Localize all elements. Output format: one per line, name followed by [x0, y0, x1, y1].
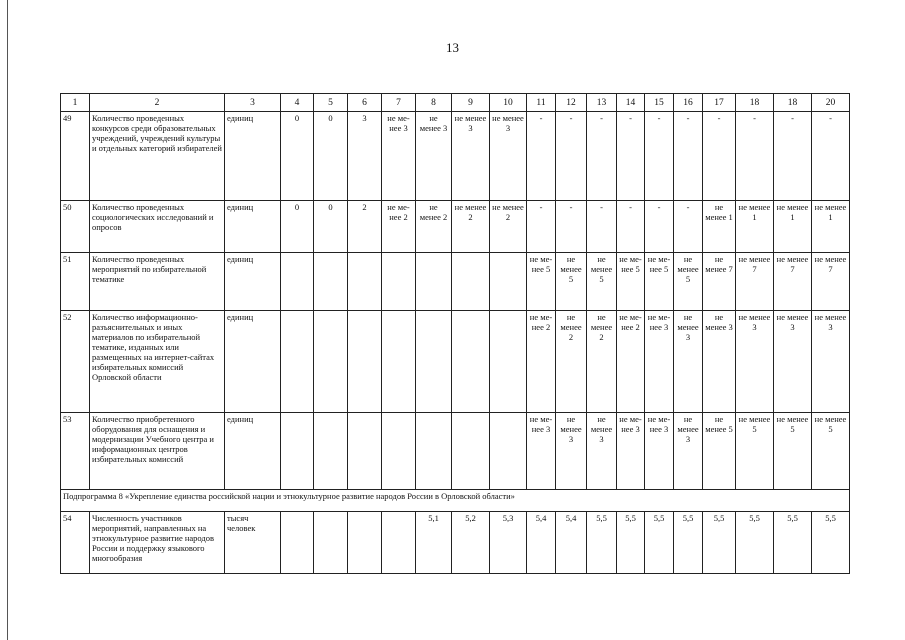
value-cell [348, 311, 382, 413]
indicator-name: Количество информационно-разъяснительных и иных материалов по избирательной тематике, изданных или размещенных на интернет-сайтах избирательных комиссий Орловской области [90, 311, 225, 413]
row-number: 54 [61, 512, 90, 574]
value-cell: не менее 5 [703, 413, 736, 490]
table-row [61, 253, 850, 311]
header-cell: 5 [314, 94, 348, 112]
table-row [61, 413, 850, 490]
value-cell: не менее 1 [812, 201, 850, 253]
value-cell: не менее 3 [812, 311, 850, 413]
value-cell: 5,5 [645, 512, 674, 574]
header-cell: 16 [674, 94, 703, 112]
value-cell: - [556, 201, 587, 253]
value-cell: не менее 3 [674, 311, 703, 413]
value-cell: 5,5 [587, 512, 617, 574]
table-row [61, 512, 850, 574]
value-cell: 5,3 [490, 512, 527, 574]
header-cell: 9 [452, 94, 490, 112]
header-cell: 17 [703, 94, 736, 112]
value-cell: не менее 7 [703, 253, 736, 311]
value-cell: не менее 3 [416, 112, 452, 201]
unit-cell: тысяч человек [225, 512, 281, 574]
header-cell: 7 [382, 94, 416, 112]
value-cell [314, 413, 348, 490]
value-cell: не менее 3 [452, 112, 490, 201]
value-cell: не менее 2 [587, 311, 617, 413]
value-cell: не менее 5 [674, 253, 703, 311]
subprogram-title: Подпрограмма 8 «Укрепление единства российской нации и этнокультурное развитие народов России в Орловской области» [61, 490, 850, 512]
value-cell: не менее 2 [416, 201, 452, 253]
value-cell: не ме-нее 3 [645, 413, 674, 490]
value-cell: - [527, 112, 556, 201]
value-cell [281, 253, 314, 311]
value-cell: 0 [281, 112, 314, 201]
value-cell [382, 512, 416, 574]
value-cell: - [645, 201, 674, 253]
value-cell: не менее 2 [556, 311, 587, 413]
indicator-name: Количество проведенных социологических исследований и опросов [90, 201, 225, 253]
value-cell: 5,2 [452, 512, 490, 574]
value-cell: не менее 3 [490, 112, 527, 201]
header-cell: 6 [348, 94, 382, 112]
value-cell: - [674, 201, 703, 253]
unit-cell: единиц [225, 201, 281, 253]
value-cell [452, 253, 490, 311]
value-cell: не ме-нее 2 [382, 201, 416, 253]
header-cell: 10 [490, 94, 527, 112]
value-cell: 2 [348, 201, 382, 253]
value-cell: - [774, 112, 812, 201]
value-cell: 3 [348, 112, 382, 201]
value-cell [382, 311, 416, 413]
header-cell: 15 [645, 94, 674, 112]
value-cell: не ме-нее 3 [645, 311, 674, 413]
value-cell: 5,5 [812, 512, 850, 574]
unit-cell: единиц [225, 112, 281, 201]
value-cell: - [736, 112, 774, 201]
value-cell: - [812, 112, 850, 201]
value-cell: не менее 1 [703, 201, 736, 253]
value-cell: не ме-нее 3 [617, 413, 645, 490]
value-cell: 5,5 [774, 512, 812, 574]
table-header-row [61, 94, 850, 112]
value-cell: 5,5 [736, 512, 774, 574]
value-cell [382, 413, 416, 490]
value-cell [490, 311, 527, 413]
indicator-name: Количество проведенных конкурсов среди образовательных учреждений, учреждений культуры и отдельных категорий избирателей [90, 112, 225, 201]
value-cell: не менее 5 [736, 413, 774, 490]
header-cell: 20 [812, 94, 850, 112]
value-cell: - [674, 112, 703, 201]
value-cell: не менее 3 [587, 413, 617, 490]
indicator-table [60, 93, 850, 574]
value-cell: 0 [281, 201, 314, 253]
row-number: 51 [61, 253, 90, 311]
value-cell: не менее 5 [812, 413, 850, 490]
unit-cell: единиц [225, 253, 281, 311]
value-cell [490, 413, 527, 490]
value-cell: не менее 3 [703, 311, 736, 413]
value-cell: 5,4 [527, 512, 556, 574]
header-cell: 3 [225, 94, 281, 112]
value-cell [416, 253, 452, 311]
header-cell: 18 [774, 94, 812, 112]
value-cell [281, 413, 314, 490]
value-cell: - [617, 201, 645, 253]
row-number: 52 [61, 311, 90, 413]
value-cell: не менее 3 [774, 311, 812, 413]
value-cell [490, 253, 527, 311]
table-row [61, 311, 850, 413]
value-cell [314, 311, 348, 413]
value-cell [348, 413, 382, 490]
value-cell: - [645, 112, 674, 201]
value-cell: не менее 3 [736, 311, 774, 413]
value-cell: не менее 1 [774, 201, 812, 253]
value-cell: не ме-нее 5 [527, 253, 556, 311]
value-cell [416, 311, 452, 413]
value-cell: не ме-нее 5 [645, 253, 674, 311]
value-cell: не ме-нее 3 [382, 112, 416, 201]
value-cell: не менее 5 [774, 413, 812, 490]
indicator-name: Количество приобретенного оборудования для оснащения и модернизации Учебного центра и информационных центров избирательных комиссий [90, 413, 225, 490]
value-cell: не менее 3 [674, 413, 703, 490]
value-cell: 5,5 [674, 512, 703, 574]
value-cell [314, 512, 348, 574]
value-cell [416, 413, 452, 490]
table-row [61, 112, 850, 201]
page-number: 13 [446, 40, 459, 55]
value-cell: - [617, 112, 645, 201]
value-cell [348, 512, 382, 574]
header-cell: 2 [90, 94, 225, 112]
value-cell: не ме-нее 5 [617, 253, 645, 311]
value-cell: - [703, 112, 736, 201]
value-cell [348, 253, 382, 311]
value-cell: не ме-нее 3 [527, 413, 556, 490]
value-cell: не менее 7 [812, 253, 850, 311]
value-cell [452, 311, 490, 413]
value-cell: - [527, 201, 556, 253]
value-cell: не менее 7 [774, 253, 812, 311]
value-cell: не менее 3 [556, 413, 587, 490]
value-cell: - [587, 112, 617, 201]
value-cell: - [587, 201, 617, 253]
unit-cell: единиц [225, 413, 281, 490]
value-cell [314, 253, 348, 311]
value-cell: 5,5 [617, 512, 645, 574]
header-cell: 1 [61, 94, 90, 112]
indicator-name: Численность участников мероприятий, направленных на этнокультурное развитие народов России и поддержку языкового многообразия [90, 512, 225, 574]
header-cell: 13 [587, 94, 617, 112]
header-cell: 8 [416, 94, 452, 112]
value-cell: - [556, 112, 587, 201]
header-cell: 14 [617, 94, 645, 112]
header-cell: 18 [736, 94, 774, 112]
value-cell [382, 253, 416, 311]
header-cell: 11 [527, 94, 556, 112]
table-row [61, 201, 850, 253]
unit-cell: единиц [225, 311, 281, 413]
row-number: 49 [61, 112, 90, 201]
value-cell: 5,4 [556, 512, 587, 574]
page-left-edge [7, 0, 8, 640]
value-cell: 0 [314, 201, 348, 253]
row-number: 50 [61, 201, 90, 253]
value-cell [281, 512, 314, 574]
header-cell: 4 [281, 94, 314, 112]
value-cell: не ме-нее 2 [617, 311, 645, 413]
subprogram-row [61, 490, 850, 512]
indicator-name: Количество проведенных мероприятий по избирательной тематике [90, 253, 225, 311]
header-cell: 12 [556, 94, 587, 112]
value-cell: не менее 5 [587, 253, 617, 311]
row-number: 53 [61, 413, 90, 490]
value-cell: 5,5 [703, 512, 736, 574]
value-cell [452, 413, 490, 490]
value-cell: не менее 7 [736, 253, 774, 311]
value-cell: не ме-нее 2 [527, 311, 556, 413]
value-cell: 5,1 [416, 512, 452, 574]
value-cell: не менее 1 [736, 201, 774, 253]
value-cell: 0 [314, 112, 348, 201]
value-cell: не менее 2 [452, 201, 490, 253]
value-cell: не менее 5 [556, 253, 587, 311]
value-cell: не менее 2 [490, 201, 527, 253]
value-cell [281, 311, 314, 413]
